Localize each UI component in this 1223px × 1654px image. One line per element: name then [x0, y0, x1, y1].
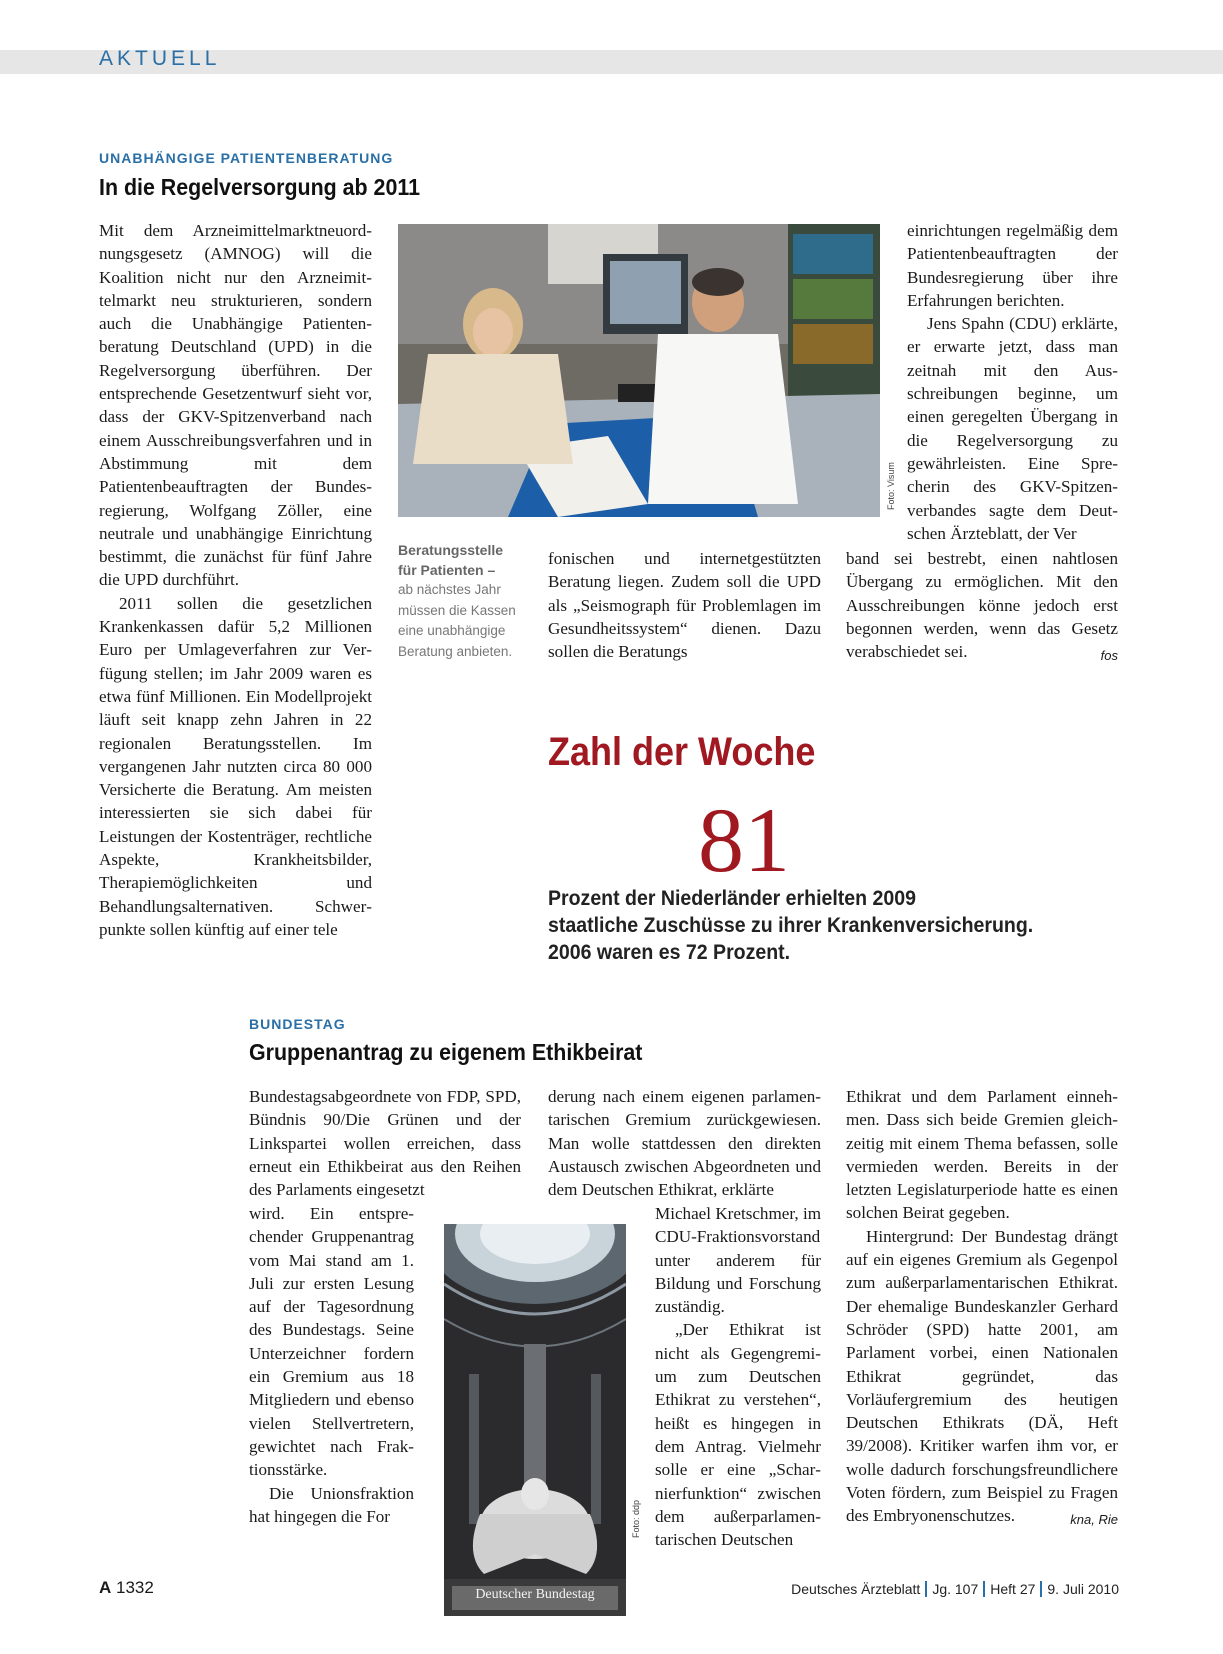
article2-paragraph: Hintergrund: Der Bundestag drängt auf ein eigenes Gremium als Gegenpol zum außerparlamentarischen Ethikrat. Der ehemalige Bundeskanzler Gerhard Schröder (SPD) hatte 2001, am Parlament vorbei, einen Nationalen Ethikrat gegründet, das Vorläufergremium des heutigen Deutschen Ethikrats (DÄ, Heft 39/2008). Kritiker warfen ihm vor, er wolle dadurch forschungsfreundlichere Voten fördern, zum Beispiel zu Fragen des Embryonenschutzes.: [846, 1226, 1118, 1526]
separator: [1040, 1581, 1042, 1597]
article1-paragraph: band sei bestrebt, einen nahtlosen Übergang zu ermöglichen. Mit den Ausschreibungen könne jedoch erst begonnen werden, wenn das Gesetz verabschiedet sei.: [846, 549, 1118, 662]
separator: [983, 1581, 985, 1597]
page-number: [99, 1578, 154, 1598]
journal-name: Deutsches Ärzteblatt: [791, 1581, 921, 1597]
zahl-der-woche-line: staatliche Zuschüsse zu ihrer Krankenversicherung.: [548, 914, 1034, 937]
article1-column-3-bottom: [846, 547, 1118, 667]
bundestag-photo: [444, 1224, 626, 1616]
caption-text: ab nächstes Jahr müssen die Kassen eine unabhängige Beratung anbieten.: [398, 582, 516, 659]
section-label: AKTUELL: [99, 47, 221, 70]
date: 9. Juli 2010: [1047, 1581, 1119, 1597]
article1-paragraph: 2011 sollen die gesetzlichen Krankenkassen dafür 5,2 Millionen Euro per Umlageverfahren zur Verfügung stellen; im Jahr 2009 waren es etwa fünf Millionen. Ein Modellprojekt läuft seit knapp zehn Jahren in 22 regionalen Beratungsstellen. Im vergangenen Jahr nutzten circa 80 000 Versicherte die Beratung. Am meisten interessierten sie sich dabei für Leistungen der Kostenträger, rechtliche Aspekte, Krankheitsbilder, Therapiemöglichkeiten und Behandlungsalternativen. Schwerpunkte sollen künftig auf einer tele: [99, 593, 372, 939]
zahl-der-woche-line: 2006 waren es 72 Prozent.: [548, 941, 791, 964]
article2-paragraph: Bundestagsabgeordnete von FDP, SPD, Bündnis 90/Die Grünen und der Linkspartei wollen erreichen, dass erneut ein Ethikbeirat aus den Reihen des Parlaments eingesetzt: [249, 1087, 521, 1200]
consultation-photo: [398, 224, 880, 517]
article2-column-2-narrow: [655, 1202, 821, 1551]
zahl-der-woche-line: Prozent der Niederländer erhielten 2009: [548, 887, 916, 910]
photo2-credit: Foto: ddp: [631, 1499, 641, 1538]
article1-column-3-top: [907, 219, 1118, 545]
article2-paragraph: Michael Kretschmer, im CDU-Fraktionsvorstand unter anderem für Bildung und Forschung zuständig.: [655, 1204, 821, 1317]
article2-paragraph: „Der Ethikrat ist nicht als Gegengremium zum Deutschen Ethikrat zu verstehen“, heißt es hingegen in dem Antrag. Vielmehr solle er eine „Scharnierfunktion“ zwischen dem außerparlamentarischen Deutschen: [655, 1320, 821, 1550]
article2-title: Gruppenantrag zu eigenem Ethikbeirat: [249, 1039, 643, 1065]
article1-author: fos: [1100, 648, 1118, 664]
article1-paragraph: Mit dem Arzneimittelmarktneuordnungsgesetz (AMNOG) will die Koalition nicht nur den Arzneimittelmarkt neu strukturieren, sondern auch die Unabhängige Patientenberatung Deutschland (UPD) in die Regelversorgung überführen. Der entsprechende Gesetzentwurf sieht vor, dass der GKV-Spitzenverband nach einem Ausschreibungsverfahren und in Abstimmung mit dem Patientenbeauftragten der Bundesregierung, Wolfgang Zöller, eine neutrale und unabhängige Einrichtung bestimmt, die zunächst für fünf Jahre die UPD durchführt.: [99, 221, 372, 590]
article2-column-1-top: [249, 1085, 521, 1201]
volume: Jg. 107: [932, 1581, 979, 1597]
page-number-value: 1332: [116, 1578, 154, 1597]
article2-paragraph: wird. Ein entsprechender Gruppenantrag vom Mai stand am 1. Juli zur ersten Lesung auf der Tagesordnung des Bundestags. Seine Unterzeichner fordern ein Gremium aus 18 Mitgliedern und ebenso vielen Stellvertretern, gewichtet nach Fraktionsstärke.: [249, 1204, 414, 1480]
photo1-credit: Foto: Visum: [886, 462, 896, 510]
article2-column-3: [846, 1085, 1118, 1532]
article1-column-2: [548, 547, 821, 663]
zahl-der-woche-number: 81: [698, 789, 790, 891]
article2-paragraph: Die Unionsfraktion hat hingegen die For: [249, 1483, 414, 1526]
article2-paragraph: derung nach einem eigenen parlamentarischen Gremium zurückgewiesen. Man wolle stattdessen den direkten Austausch zwischen Abgeordneten und dem Deutschen Ethikrat, erklärte: [548, 1087, 821, 1200]
article1-paragraph: Jens Spahn (CDU) erklärte, er erwarte jetzt, dass man zeitnah mit den Ausschreibungen beginne, um einen geregelten Übergang in die Regelversorgung zu gewährleisten. Eine Sprecherin des GKV-Spitzenverbandes sagte dem Deutschen Ärzteblatt, der Ver: [907, 314, 1118, 543]
article2-kicker: BUNDESTAG: [249, 1016, 346, 1032]
article1-paragraph: fonischen und internetgestützten Beratung liegen. Zudem soll die UPD als „Seismograph für Problemlagen im Gesundheitssystem“ dienen. Dazu sollen die Beratungs: [548, 549, 821, 662]
footer-publication: [791, 1581, 1119, 1597]
photo1-caption: [398, 540, 523, 662]
article1-kicker: UNABHÄNGIGE PATIENTENBERATUNG: [99, 150, 394, 166]
issue: Heft 27: [990, 1581, 1036, 1597]
page-prefix: A: [99, 1578, 112, 1597]
article2-paragraph: Ethikrat und dem Parlament einnehmen. Dass sich beide Gremien gleichzeitig mit einem Thema befassen, solle vermieden werden. Bereits in der letzten Legislaturperiode hatte es einen solchen Beirat gegeben.: [846, 1087, 1118, 1223]
caption-title: Beratungsstelle für Patienten –: [398, 542, 504, 578]
zahl-der-woche-title: Zahl der Woche: [548, 730, 816, 774]
separator: [925, 1581, 927, 1597]
article1-column-1: [99, 219, 372, 941]
zahl-der-woche-text: [548, 885, 1070, 966]
article2-column-2-top: [548, 1085, 821, 1201]
article1-title: In die Regelversorgung ab 2011: [99, 174, 420, 200]
article1-paragraph: einrichtungen regelmäßig dem Patientenbeauftragten der Bundesregierung über ihre Erfahrungen berichten.: [907, 221, 1118, 310]
photo-sign-text: Deutscher Bundestag: [475, 1587, 595, 1602]
article2-author: kna, Rie: [1070, 1512, 1118, 1528]
article2-column-1-narrow: [249, 1202, 414, 1528]
